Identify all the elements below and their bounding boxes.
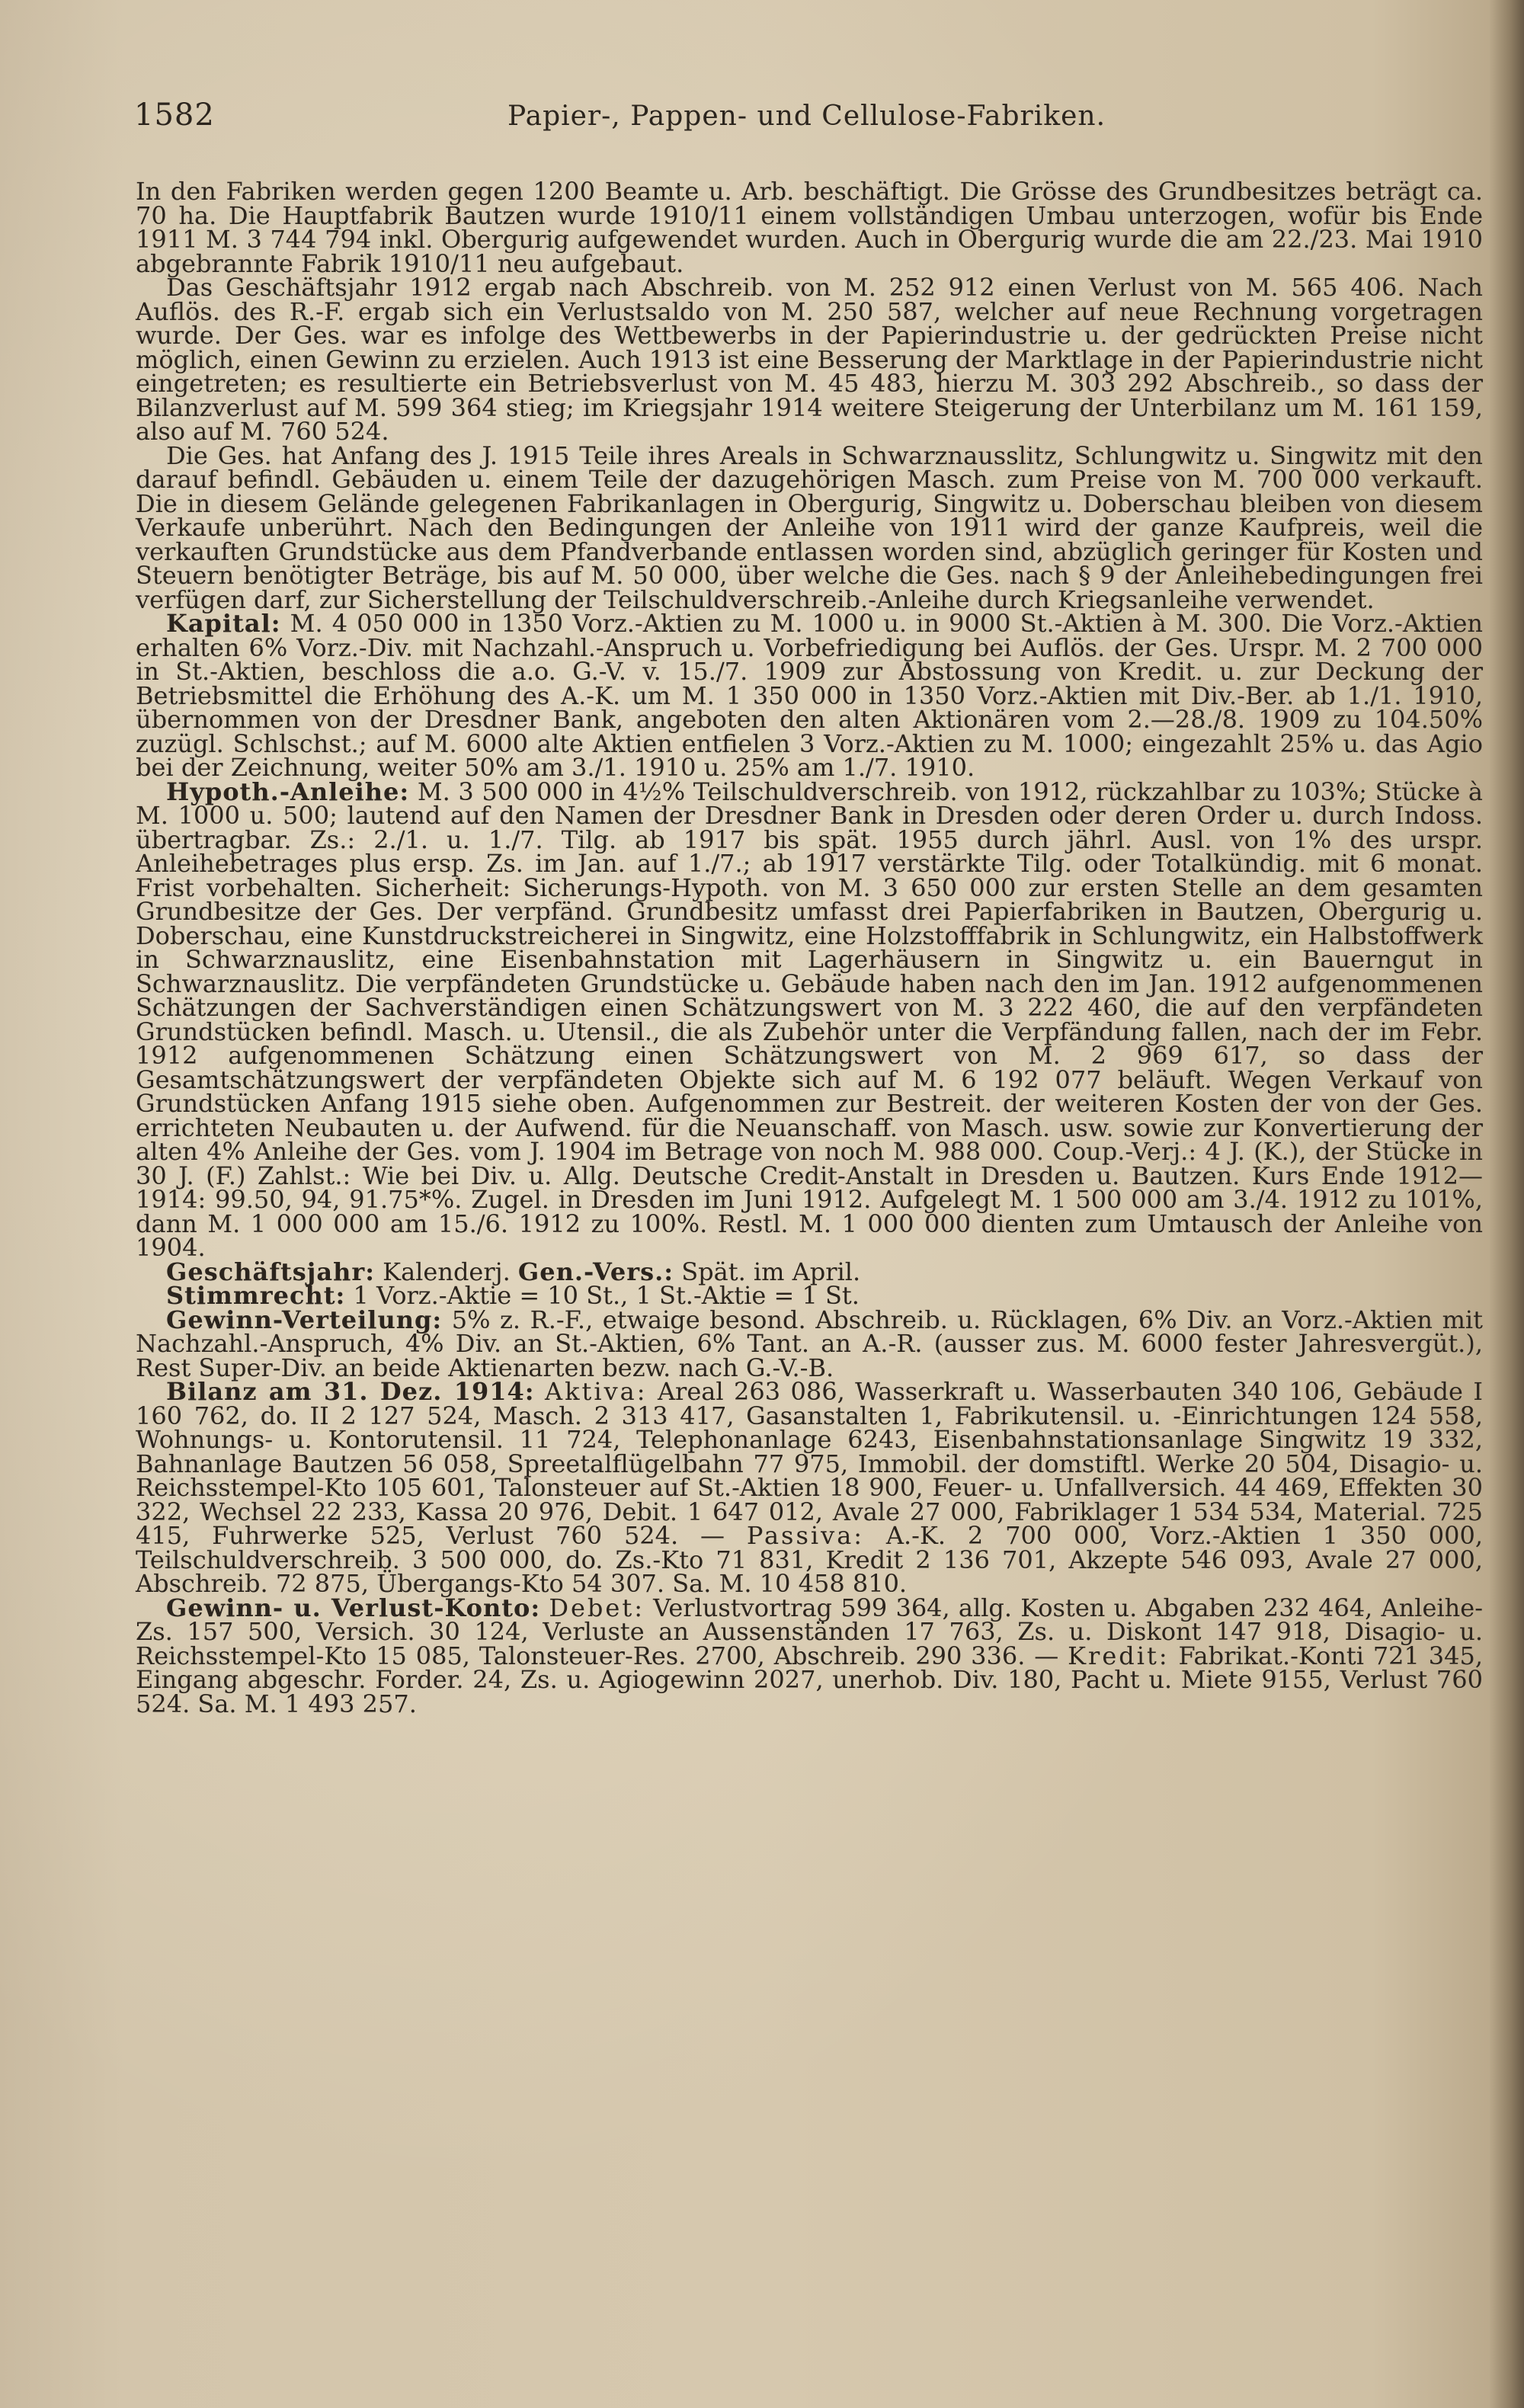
paragraph-profit-distribution: Gewinn-Verteilung: 5% z. R.-F., etwaige besond. Abschreib. u. Rücklagen, 6% Div. an Vorz.-Aktien mit Nachzahl.-Anspruch, 4% Div. an St.-Aktien, 6% Tant. an A.-R. (ausser zus. M. 6000 fester Jahresvergüt.), Rest Super-Div. an beide Aktienarten bezw. nach G.-V.-B.: [136, 1305, 1483, 1382]
section-label-mortgage-loan: Hypoth.-Anleihe:: [166, 777, 410, 806]
section-label-profit-distribution: Gewinn-Verteilung:: [166, 1305, 443, 1334]
paragraph-voting-rights: Stimmrecht: 1 Vorz.-Aktie = 10 St., 1 St.-Aktie = 1 St.: [166, 1281, 860, 1310]
paragraph-capital: Kapital: M. 4 050 000 in 1350 Vorz.-Aktien zu M. 1000 u. in 9000 St.-Aktien à M. 300. Die Vorz.-Aktien erhalten 6% Vorz.-Div. mit Nachzahl.-Anspruch u. Vorbefriedigung bei Auflös. der Ges. Urspr. M. 2 700 000 in St.-Aktien, beschloss die a.o. G.-V. v. 15./7. 1909 zur Abstossung von Kredit. u. zur Deckung der Betriebsmittel die Erhöhung des A.-K. um M. 1 350 000 in 1350 Vorz.-Aktien mit Div.-Ber. ab 1./1. 1910, übernommen von der Dresdner Bank, angeboten den alten Aktionären vom 2.—28./8. 1909 zu 104.50% zuzügl. Schlschst.; auf M. 6000 alte Aktien entfielen 3 Vorz.-Aktien zu M. 1000; eingezahlt 25% u. das Agio bei der Zeichnung, weiter 50% am 3./1. 1910 u. 25% am 1./7. 1910.: [136, 609, 1483, 782]
paragraph-business-year: Das Geschäftsjahr 1912 ergab nach Abschreib. von M. 252 912 einen Verlust von M. 565 406. Nach Auflös. des R.-F. ergab sich ein Verlustsaldo von M. 250 587, welcher auf neue Rechnung vorgetragen wurde. Der Ges. war es infolge des Wettbewerbs in der Papierindustrie u. der gedrückten Preise nicht möglich, einen Gewinn zu erzielen. Auch 1913 ist eine Besserung der Marktlage in der Papierindustrie nicht eingetreten; es resultierte ein Betriebsverlust von M. 45 483, hierzu M. 303 292 Abschreib., so dass der Bilanzverlust auf M. 599 364 stieg; im Kriegsjahr 1914 weitere Steigerung der Unterbilanz um M. 161 159, also auf M. 760 524.: [136, 273, 1483, 446]
subsection-label-credit: Kredit:: [1068, 1641, 1170, 1670]
paragraph-mortgage-loan: Hypoth.-Anleihe: M. 3 500 000 in 4½% Teilschuldverschreib. von 1912, rückzahlbar zu 103%; Stücke à M. 1000 u. 500; lautend auf den Namen der Dresdner Bank in Dresden oder deren Order u. durch Indoss. übertragbar. Zs.: 2./1. u. 1./7. Tilg. ab 1917 bis spät. 1955 durch jährl. Ausl. von 1% des urspr. Anleihebetrages plus ersp. Zs. im Jan. auf 1./7.; ab 1917 verstärkte Tilg. oder Totalkündig. mit 6 monat. Frist vorbehalten. Sicherheit: Sicherungs-Hypoth. von M. 3 650 000 zur ersten Stelle an dem gesamten Grundbesitze der Ges. Der verpfänd. Grundbesitz umfasst drei Papierfabriken in Bautzen, Obergurig u. Doberschau, eine Kunstdruckstreicherei in Singwitz, eine Holzstofffabrik in Schlungwitz, ein Halbstoffwerk in Schwarznauslitz, eine Eisenbahnstation mit Lagerhäusern in Singwitz u. ein Bauerngut in Schwarznauslitz. Die verpfändeten Grundstücke u. Gebäude haben nach den im Jan. 1912 aufgenommenen Schätzungen der Sachverständigen einen Schätzungswert von M. 3 222 460, die auf den verpfändeten Grundstücken befindl. Masch. u. Utensil., die als Zubehör unter die Verpfändung fallen, nach der im Febr. 1912 aufgenommenen Schätzung einen Schätzungswert von M. 2 969 617, so dass der Gesamtschätzungswert der verpfändeten Objekte sich auf M. 6 192 077 beläuft. Wegen Verkauf von Grundstücken Anfang 1915 siehe oben. Aufgenommen zur Bestreit. der weiteren Kosten der von der Ges. errichteten Neubauten u. der Aufwend. für die Neuanschaff. von Masch. usw. sowie zur Konvertierung der alten 4% Anleihe der Ges. vom J. 1904 im Betrage von noch M. 988 000. Coup.-Verj.: 4 J. (K.), der Stücke in 30 J. (F.) Zahlst.: Wie bei Div. u. Allg. Deutsche Credit-Anstalt in Dresden u. Bautzen. Kurs Ende 1912—1914: 99.50, 94, 91.75*%. Zugel. in Dresden im Juni 1912. Aufgelegt M. 1 500 000 am 3./4. 1912 zu 101%, dann M. 1 000 000 am 15./6. 1912 zu 100%. Restl. M. 1 000 000 dienten zum Umtausch der Anleihe von 1904.: [136, 777, 1483, 1262]
section-label-capital: Kapital:: [166, 609, 281, 638]
section-label-profit-loss-account: Gewinn- u. Verlust-Konto:: [166, 1593, 541, 1622]
subsection-label-debit: Debet:: [549, 1593, 645, 1622]
subsection-label-assets: Aktiva:: [545, 1377, 648, 1406]
paragraph-sale: Die Ges. hat Anfang des J. 1915 Teile ihres Areals in Schwarznausslitz, Schlungwitz u. Singwitz mit den darauf befindl. Gebäuden u. einem Teile der dazugehörigen Masch. zum Preise von M. 700 000 verkauft. Die in diesem Gelände gelegenen Fabrikanlagen in Obergurig, Singwitz u. Doberschau bleiben von diesem Verkaufe unberührt. Nach den Bedingungen der Anleihe von 1911 wird der ganze Kaufpreis, weil die verkauften Grundstücke aus dem Pfandverbande entlassen worden sind, abzüglich geringer für Kosten und Steuern benötigter Beträge, bis auf M. 50 000, über welche die Ges. nach § 9 der Anleihebedingungen frei verfügen darf, zur Sicherstellung der Teilschuldverschreib.-Anleihe durch Kriegsanleihe verwendet.: [136, 440, 1483, 614]
section-label-voting-rights: Stimmrecht:: [166, 1281, 346, 1310]
running-title: Papier-, Pappen- und Cellulose-Fabriken.: [507, 101, 1106, 132]
section-label-fiscal-year: Geschäftsjahr:: [166, 1257, 375, 1286]
paragraph-balance-sheet: Bilanz am 31. Dez. 1914: Aktiva: Areal 263 086, Wasserkraft u. Wasserbauten 340 106, Gebäude I 160 762, do. II 2 127 524, Masch. 2 313 417, Gasanstalten 1, Fabrikutensil. u. -Einrichtungen 124 558, Wohnungs- u. Kontorutensil. 11 724, Telephonanlage 6243, Eisenbahnstationsanlage Singwitz 19 332, Bahnanlage Bautzen 56 058, Spreetalflügelbahn 77 975, Immobil. der domstiftl. Werke 20 504, Disagio- u. Reichsstempel-Kto 105 601, Talonsteuer auf St.-Aktien 18 900, Feuer- u. Unfallversich. 44 469, Effekten 30 322, Wechsel 22 233, Kassa 20 976, Debit. 1 647 012, Avale 27 000, Fabriklager 1 534 534, Material. 725 415, Fuhrwerke 525, Verlust 760 524. — Passiva: A.-K. 2 700 000, Vorz.-Aktien 1 350 000, Teilschuldverschreib. 3 500 000, do. Zs.-Kto 71 831, Kredit 2 136 701, Akzepte 546 093, Avale 27 000, Abschreib. 72 875, Übergangs-Kto 54 307. Sa. M. 10 458 810.: [136, 1377, 1484, 1598]
section-label-balance-sheet: Bilanz am 31. Dez. 1914:: [166, 1377, 535, 1406]
page-number: 1582: [134, 98, 215, 133]
paragraph-fiscal-year: Geschäftsjahr: Kalenderj. Gen.-Vers.: Spät. im April.: [166, 1257, 861, 1286]
page-header: [134, 98, 1490, 143]
subsection-label-liabilities: Passiva:: [746, 1521, 865, 1550]
page-body: [136, 177, 1484, 1718]
paragraph-profit-loss-account: Gewinn- u. Verlust-Konto: Debet: Verlustvortrag 599 364, allg. Kosten u. Abgaben 232 464, Anleihe-Zs. 157 500, Versich. 30 124, Verluste an Aussenständen 17 763, Zs. u. Diskont 147 918, Disagio- u. Reichsstempel-Kto 15 085, Talonsteuer-Res. 2700, Abschreib. 290 336. — Kredit: Fabrikat.-Konti 721 345, Eingang abgeschr. Forder. 24, Zs. u. Agiogewinn 2027, unerhob. Div. 180, Pacht u. Miete 9155, Verlust 760 524. Sa. M. 1 493 257.: [136, 1593, 1484, 1718]
section-label-general-meeting: Gen.-Vers.:: [517, 1257, 674, 1286]
page-spine-shadow: [1489, 0, 1524, 2408]
paragraph-employees: In den Fabriken werden gegen 1200 Beamte u. Arb. beschäftigt. Die Grösse des Grundbesitzes beträgt ca. 70 ha. Die Hauptfabrik Bautzen wurde 1910/11 einem vollständigen Umbau unterzogen, wofür bis Ende 1911 M. 3 744 794 inkl. Obergurig aufgewendet wurden. Auch in Obergurig wurde die am 22./23. Mai 1910 abgebrannte Fabrik 1910/11 neu aufgebaut.: [136, 177, 1483, 278]
